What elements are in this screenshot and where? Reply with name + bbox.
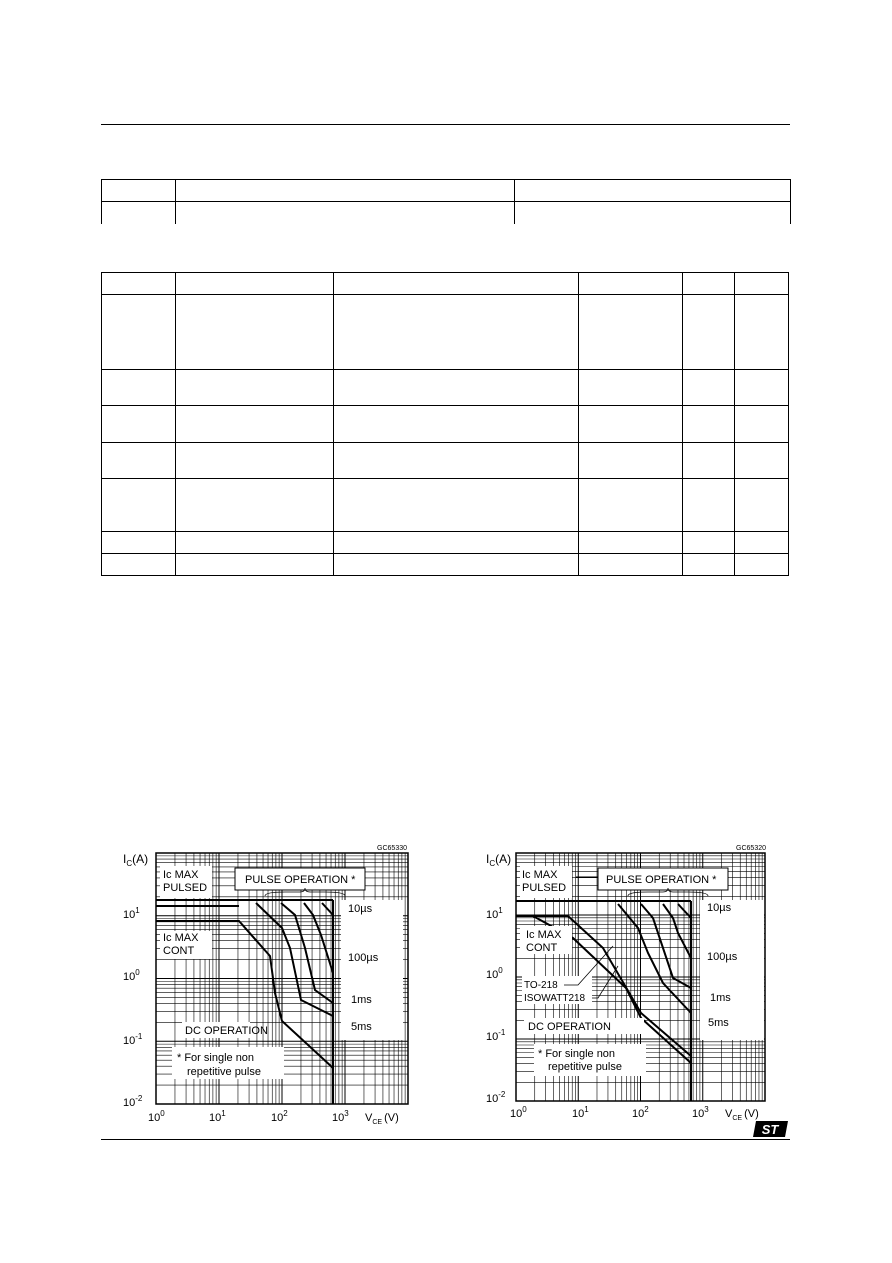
table-row	[102, 479, 789, 532]
pulse-5ms-label: 5ms	[351, 1021, 372, 1033]
ic-max-cont-label: Ic MAX	[526, 929, 562, 941]
pulse-10us-curve	[322, 903, 333, 915]
ic-max-pulsed-label-2: PULSED	[163, 882, 208, 894]
safe-operating-area-chart-2	[478, 838, 778, 1128]
table-row	[102, 443, 789, 479]
y-axis-label: $I_C(A)$	[486, 852, 512, 868]
x-tick-label: $10^0$	[148, 1109, 165, 1124]
safe-operating-area-chart-1	[115, 838, 415, 1128]
y-axis-label: $I_C(A)$	[123, 852, 149, 868]
x-tick-label: $10^2$	[271, 1109, 288, 1124]
x-tick-label: $10^1$	[209, 1109, 226, 1124]
y-tick-label: $10^{-1}$	[123, 1032, 143, 1047]
table-row	[102, 406, 789, 443]
x-tick-label: $10^3$	[332, 1109, 349, 1124]
st-logo	[752, 1118, 790, 1140]
table-row	[102, 180, 791, 202]
table-row	[102, 370, 789, 406]
table-row	[102, 202, 791, 224]
pulse-100us-label: 100µs	[348, 952, 379, 964]
y-tick-label: $10^{-2}$	[486, 1090, 506, 1105]
table-row	[102, 554, 789, 576]
thermal-data-table	[101, 179, 791, 224]
pulse-1ms-label: 1ms	[351, 994, 372, 1006]
ic-max-cont-label-2: CONT	[163, 945, 195, 957]
footnote-line-1: * For single non	[538, 1048, 616, 1060]
pulse-1ms-label: 1ms	[710, 992, 731, 1004]
y-tick-label: $10^{-2}$	[123, 1094, 143, 1109]
dc-operation-label: DC OPERATION	[185, 1025, 268, 1037]
footnote-line-2: repetitive pulse	[187, 1066, 261, 1078]
x-tick-label: $10^2$	[632, 1105, 649, 1120]
x-axis-label: $V_{CE}$ (V)	[365, 1112, 399, 1126]
y-tick-label: $10^1$	[486, 906, 503, 921]
header-rule	[101, 124, 790, 125]
y-tick-label: $10^{-1}$	[486, 1028, 506, 1043]
ic-max-pulsed-label: Ic MAX	[522, 869, 558, 881]
pulse-10us-label: 10µs	[707, 902, 732, 914]
pulse-1ms-curve	[641, 904, 691, 988]
table-row	[102, 295, 789, 370]
y-tick-label: $10^0$	[123, 968, 140, 983]
chart-id-code: GC65320	[736, 845, 766, 852]
footer-rule	[101, 1139, 790, 1140]
svg-text:ST: ST	[761, 1122, 779, 1137]
ic-max-cont-label-2: CONT	[526, 942, 558, 954]
x-tick-label: $10^0$	[510, 1105, 527, 1120]
pulse-operation-label: PULSE OPERATION *	[606, 874, 717, 886]
x-tick-label: $10^1$	[572, 1105, 589, 1120]
pulse-100us-label: 100µs	[707, 951, 738, 963]
y-tick-label: $10^1$	[123, 906, 140, 921]
footnote-line-2: repetitive pulse	[548, 1061, 622, 1073]
ic-max-cont-label: Ic MAX	[163, 932, 199, 944]
chart-id-code: GC65330	[377, 845, 407, 852]
isowatt218-label: ISOWATT218	[524, 993, 586, 1004]
to218-label: TO-218	[524, 980, 558, 991]
pulse-10us-label: 10µs	[348, 903, 373, 915]
pulse-5ms-label: 5ms	[708, 1017, 729, 1029]
table-row	[102, 532, 789, 554]
ic-max-pulsed-label-2: PULSED	[522, 882, 567, 894]
ic-max-pulsed-label: Ic MAX	[163, 869, 199, 881]
x-tick-label: $10^3$	[692, 1105, 709, 1120]
y-tick-label: $10^0$	[486, 966, 503, 981]
table-row	[102, 273, 789, 295]
electrical-characteristics-table	[101, 272, 789, 576]
footnote-line-1: * For single non	[177, 1052, 255, 1064]
x-axis-label: $V_{CE}$ (V)	[725, 1108, 759, 1122]
dc-operation-label: DC OPERATION	[528, 1021, 611, 1033]
pulse-operation-label: PULSE OPERATION *	[245, 874, 356, 886]
